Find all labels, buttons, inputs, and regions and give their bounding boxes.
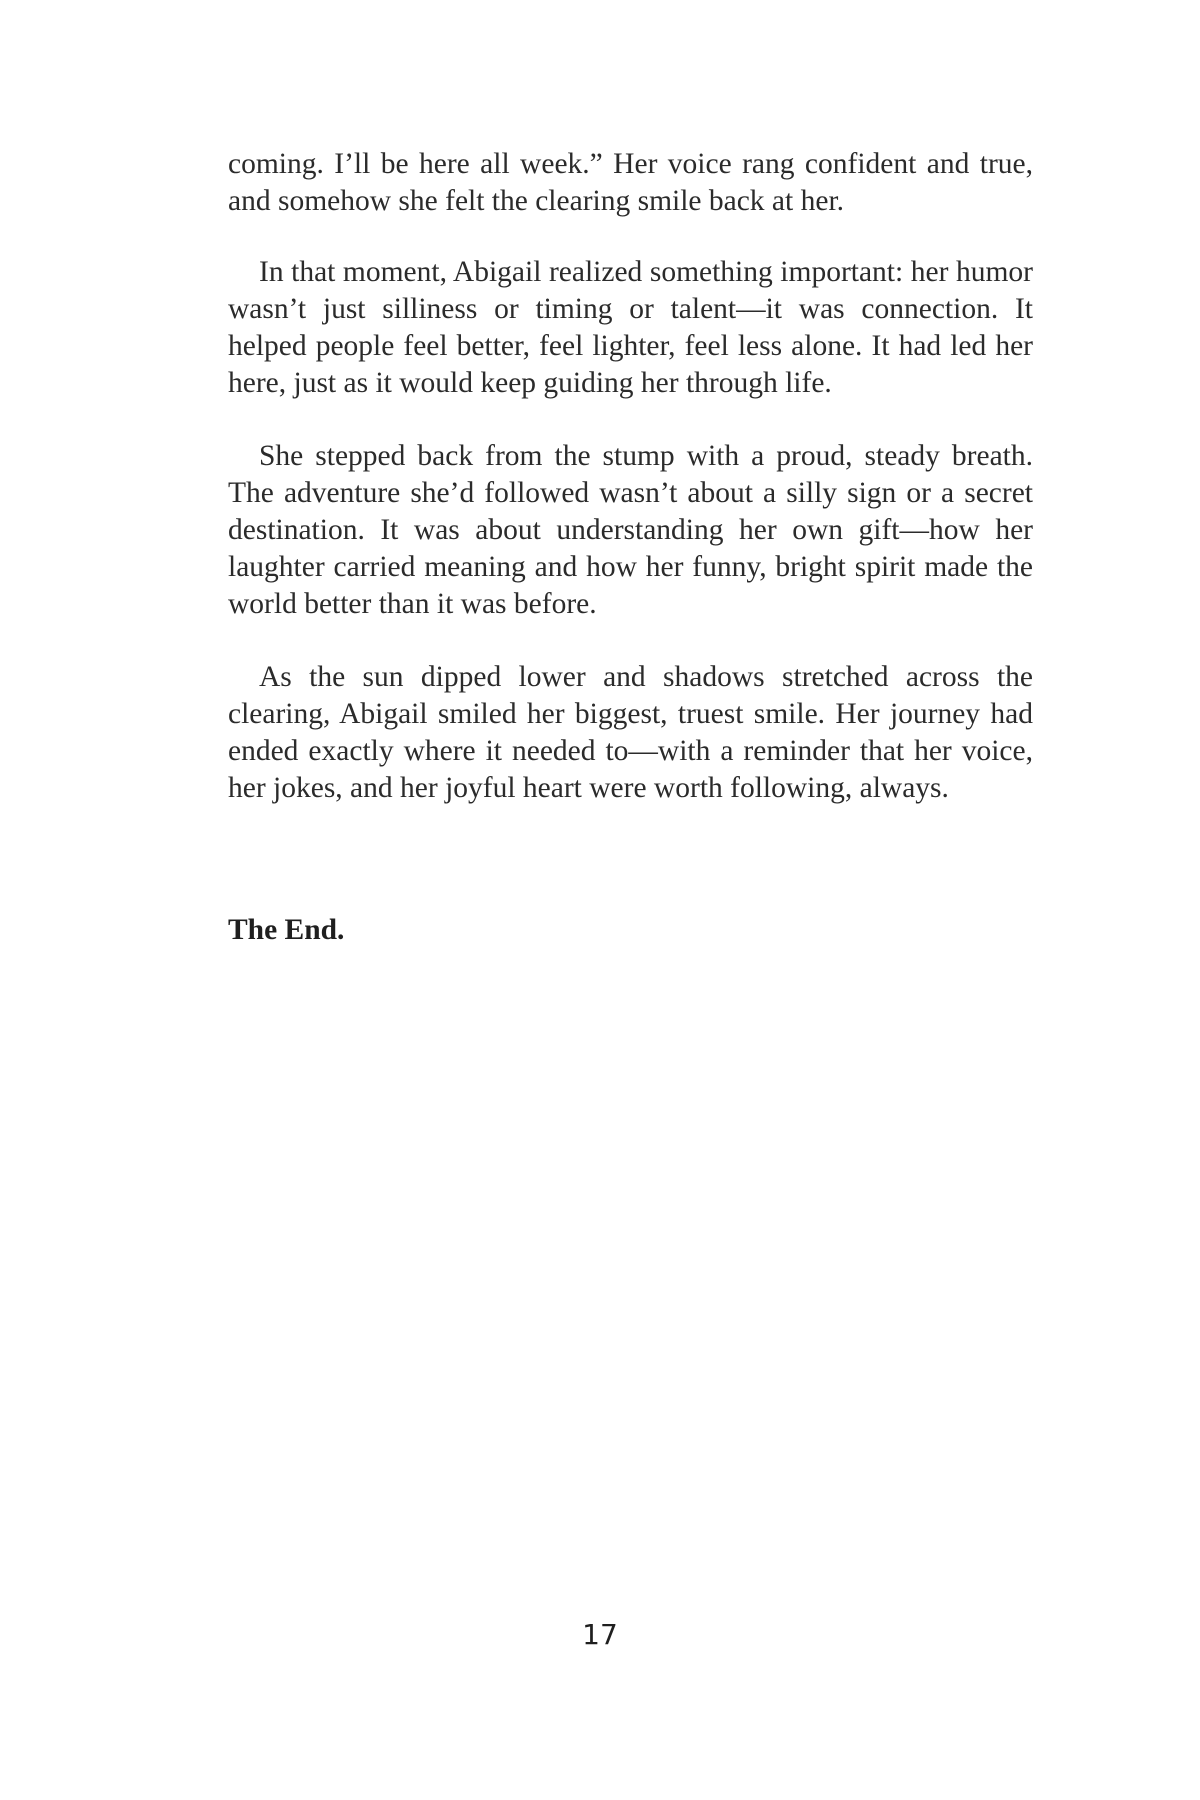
the-end-heading: The End. [228,914,345,946]
paragraph-stump: She stepped back from the stump with a proud, steady breath. The adventure she’d followed wasn’t about a silly sign or a secret destination. It was about understanding her own gift—how her laughter carried meaning and how her funny, bright spirit made the world better than it was before. [228,440,1033,620]
paragraph-sunset: As the sun dipped lower and shadows stretched across the clearing, Abigail smiled her biggest, truest smile. Her journey had ended exactly where it needed to—with a reminder that her voice, her jokes, and her joyful heart were worth following, always. [228,661,1033,804]
story-text [228,146,1033,843]
paragraph-continued: coming. I’ll be here all week.” Her voice rang confident and true, and somehow she felt the clearing smile back at her. [228,148,1033,217]
page-number: 17 [582,1618,618,1651]
paragraph-realization: In that moment, Abigail realized something important: her humor wasn’t just silliness or timing or talent—it was connection. It helped people feel better, feel lighter, feel less alone. It had led her here, just as it would keep guiding her through life. [228,256,1033,399]
